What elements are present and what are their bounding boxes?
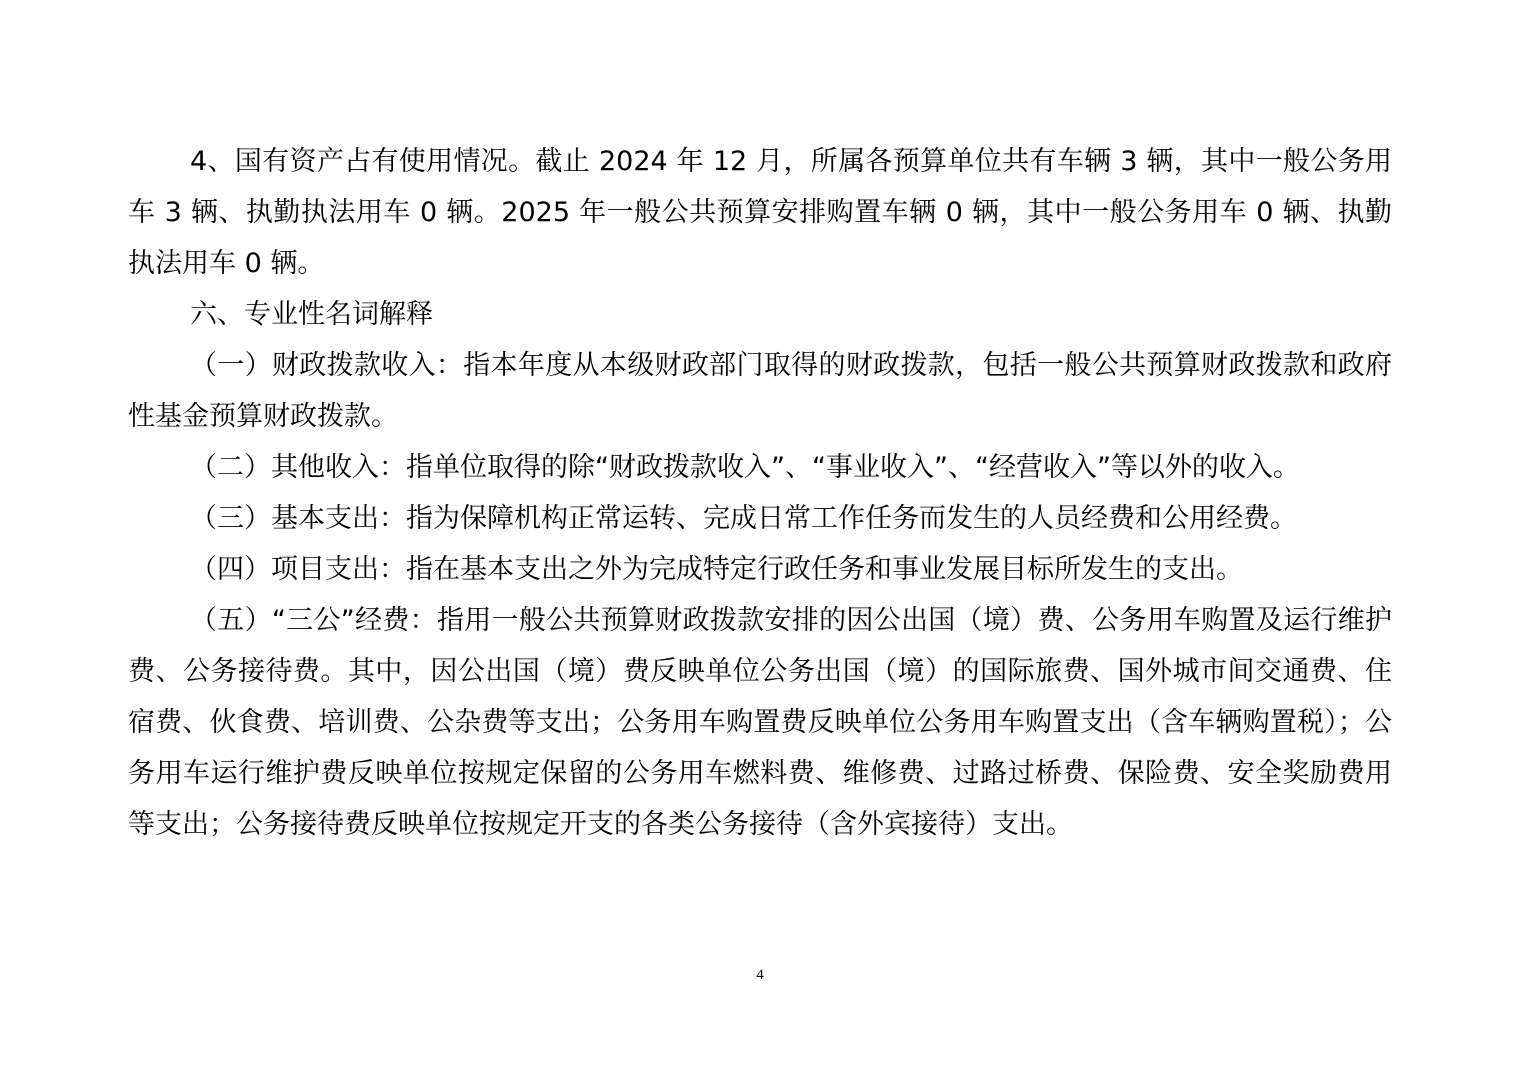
paragraph-state-assets: 4、国有资产占有使用情况。截止 2024 年 12 月，所属各预算单位共有车辆 3 辆，其中一般公务用车 3 辆、执勤执法用车 0 辆。2025 年一般公共预算安排购置车辆 0 辆，其中一般公务用车 0 辆、执勤执法用车 0 辆。 (128, 146, 1392, 279)
document-body (128, 136, 1392, 850)
paragraph-other-income: （二）其他收入：指单位取得的除“财政拨款收入”、“事业收入”、“经营收入”等以外的收入。 (190, 452, 1300, 483)
paragraph-project-expenditure: （四）项目支出：指在基本支出之外为完成特定行政任务和事业发展目标所发生的支出。 (190, 554, 1243, 585)
paragraph-basic-expenditure: （三）基本支出：指为保障机构正常运转、完成日常工作任务而发生的人员经费和公用经费。 (190, 503, 1297, 534)
section-heading-terms: 六、专业性名词解释 (190, 299, 433, 330)
page-number: 4 (756, 967, 764, 983)
paragraph-three-public-expenses: （五）“三公”经费：指用一般公共预算财政拨款安排的因公出国（境）费、公务用车购置及运行维护费、公务接待费。其中，因公出国（境）费反映单位公务出国（境）的国际旅费、国外城市间交通费、住宿费、伙食费、培训费、公杂费等支出；公务用车购置费反映单位公务用车购置支出（含车辆购置税）；公务用车运行维护费反映单位按规定保留的公务用车燃料费、维修费、过路过桥费、保险费、安全奖励费用等支出；公务接待费反映单位按规定开支的各类公务接待（含外宾接待）支出。 (128, 605, 1392, 840)
paragraph-fiscal-appropriation-income: （一）财政拨款收入：指本年度从本级财政部门取得的财政拨款，包括一般公共预算财政拨款和政府性基金预算财政拨款。 (128, 350, 1392, 432)
